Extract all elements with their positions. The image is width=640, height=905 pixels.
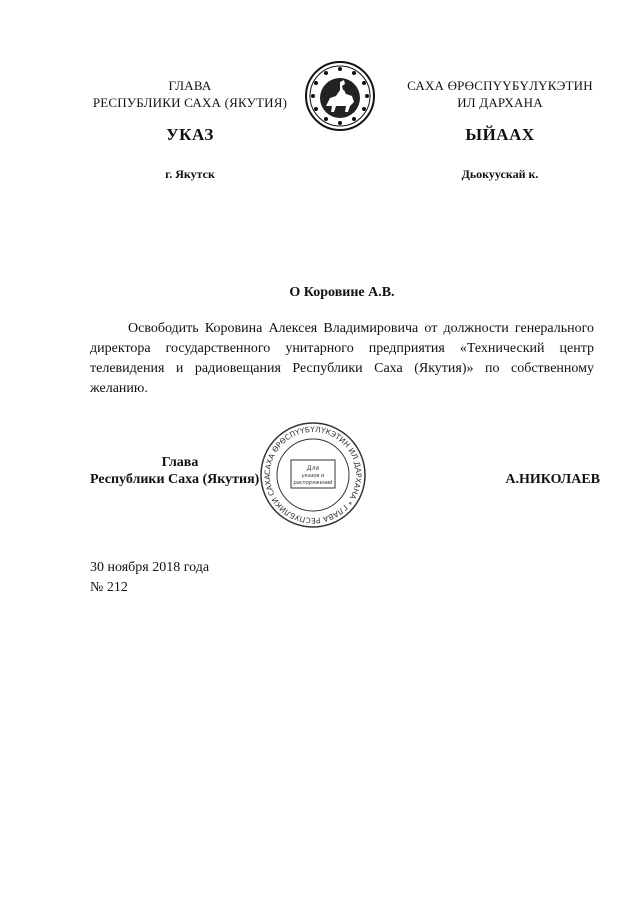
header-right-line2: ИЛ ДАРХАНА (457, 95, 543, 110)
header-left (80, 77, 300, 111)
svg-text:распоряжений: распоряжений (293, 480, 333, 486)
document-date: 30 ноября 2018 года (90, 560, 210, 575)
svg-text:САХА ӨРӨСПҮҮБҮЛҮКЭТИН ИЛ ДАРХА: САХА ӨРӨСПҮҮБҮЛҮКЭТИН ИЛ ДАРХАНА * ГЛАВА РЕСПУБЛИКИ САХА (262, 424, 364, 526)
header-left-line1: ГЛАВА (168, 78, 212, 93)
svg-text:указов и: указов и (301, 473, 325, 479)
header-right-line1: САХА ӨРӨСПҮҮБҮЛҮКЭТИН (407, 78, 593, 93)
document-number: № 212 (90, 580, 128, 595)
signatory-name: А.НИКОЛАЕВ (505, 472, 600, 487)
place-right: Дьокуускай к. (461, 167, 539, 181)
document-subject: О Коровине А.В. (289, 285, 395, 300)
header-left-line2: РЕСПУБЛИКИ САХА (ЯКУТИЯ) (92, 95, 288, 110)
header-right (380, 77, 620, 111)
doc-type-right: ЫЙААХ (465, 125, 535, 144)
doc-type-left: УКАЗ (166, 125, 214, 144)
document-body: Освободить Коровина Алексея Владимировича от должности генерального директора государственного унитарного предприятия «Технический центр телевидения и радиовещания Республики Саха (Якутия)» по собственному желанию. (90, 321, 594, 396)
signature-role-line2: Республики Саха (Якутия) (90, 472, 260, 487)
signature-role-line1: Глава (161, 455, 199, 470)
coat-of-arms-emblem (304, 60, 376, 132)
svg-text:Для: Для (306, 465, 320, 472)
place-left: г. Якутск (165, 167, 215, 181)
